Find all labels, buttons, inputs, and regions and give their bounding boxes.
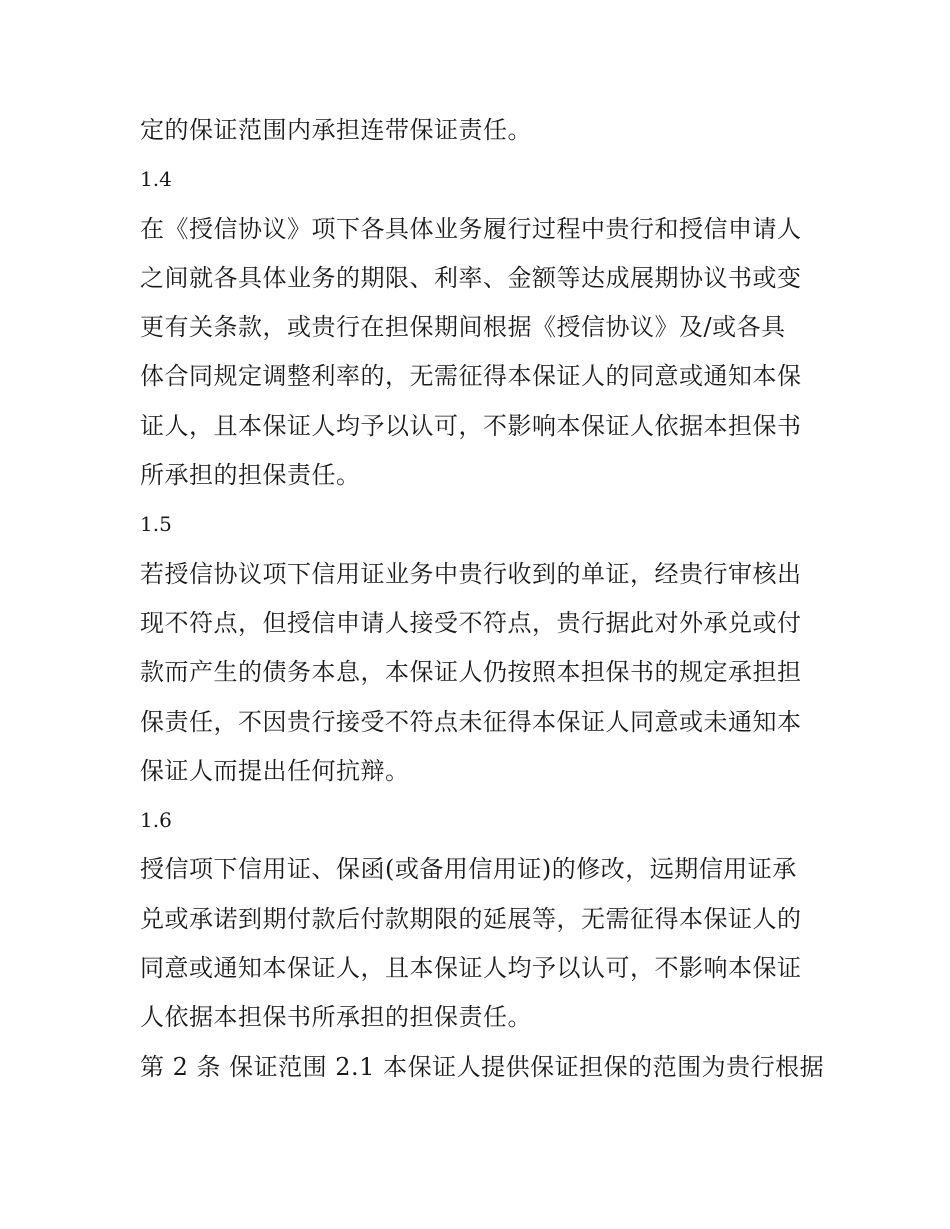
clause-number: 1.5 bbox=[140, 512, 172, 537]
text-line: 体合同规定调整利率的，无需征得本保证人的同意或通知本保 bbox=[140, 362, 802, 391]
text-line: 之间就各具体业务的期限、利率、金额等达成展期协议书或变 bbox=[140, 263, 802, 292]
text-line: 定的保证范围内承担连带保证责任。 bbox=[140, 116, 532, 144]
clause-number: 1.4 bbox=[140, 167, 172, 192]
text-line: 人依据本担保书所承担的担保责任。 bbox=[140, 1003, 532, 1032]
text-line: 更有关条款，或贵行在担保期间根据《授信协议》及/或各具 bbox=[140, 313, 786, 342]
text-line: 保责任，不因贵行接受不符点未征得本保证人同意或未通知本 bbox=[140, 707, 802, 736]
text-line: 证人，且本保证人均予以认可，不影响本保证人依据本担保书 bbox=[140, 411, 802, 440]
text-line: 兑或承诺到期付款后付款期限的延展等，无需征得本保证人的 bbox=[140, 904, 802, 933]
text-line: 授信项下信用证、保函(或备用信用证)的修改，远期信用证承 bbox=[140, 855, 797, 884]
text-line: 同意或通知本保证人，且本保证人均予以认可，不影响本保证 bbox=[140, 954, 802, 983]
text-line: 所承担的担保责任。 bbox=[140, 461, 361, 490]
text-line: 款而产生的债务本息，本保证人仍按照本担保书的规定承担担 bbox=[140, 658, 802, 687]
text-line: 现不符点，但授信申请人接受不符点，贵行据此对外承兑或付 bbox=[140, 608, 802, 637]
text-line: 保证人而提出任何抗辩。 bbox=[140, 756, 410, 785]
text-line: 在《授信协议》项下各具体业务履行过程中贵行和授信申请人 bbox=[140, 214, 802, 243]
section-heading-line: 第 2 条 保证范围 2.1 本保证人提供保证担保的范围为贵行根据 bbox=[140, 1052, 825, 1081]
document-body bbox=[140, 106, 830, 1092]
clause-number: 1.6 bbox=[140, 808, 172, 833]
text-line: 若授信协议项下信用证业务中贵行收到的单证，经贵行审核出 bbox=[140, 559, 802, 588]
